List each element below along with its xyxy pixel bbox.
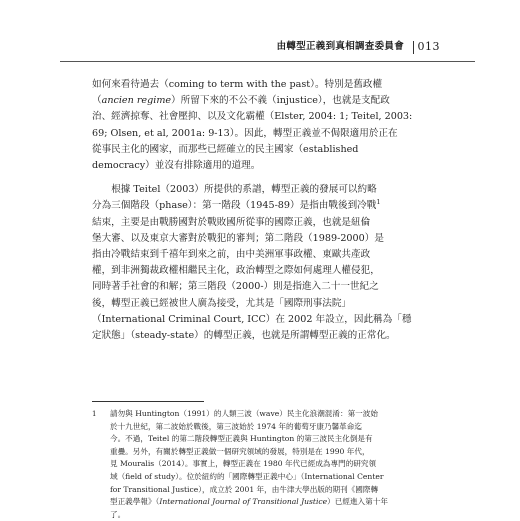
paragraph-line-text: 分為三個階段（phase）：第一階段（1945-89）是指由戰後到冷戰 [92,200,377,212]
footnote-line: 見 Mouralis（2014）。事實上，轉型正義在 1980 年代已經成為專門的研究領 [110,459,377,469]
paragraph-line: 69; Olsen, et al, 2001a: 9-13）。因此，轉型正義並不侷限適用於正在 [92,127,398,139]
footnote-1 [92,408,464,521]
italic-term: International Journal of Transitional Justice [159,497,328,507]
paragraph-line: （International Criminal Court, ICC）在 2002 年設立，因此稱為「穩 [92,313,412,325]
footnote-body [110,408,464,521]
italic-term: ancien regime [101,95,172,107]
footnote-line: 今。不過，Teitel 的第二階段轉型正義與 Huntington 的第三波民主化倒是有 [110,434,373,444]
footnote-line: 請勿與 Huntington（1991）的人類三波（wave）民主化浪潮混淆：第一波始 [110,409,378,418]
paragraph-line: 後，轉型正義已經被世人廣為接受，尤其是「國際刑事法院」 [92,297,352,309]
paragraph-line: 如何來看待過去（coming to term with the past）。特別是舊政權 [92,79,383,90]
paragraph-line: 從事民主化的國家，而那些已經確立的民主國家（established [92,143,359,155]
footnote-line: 重疊。另外，有關於轉型正義做一個研究領域的發展，特別是在 1990 年代， [110,446,370,456]
running-header [0,40,472,56]
body-text [92,77,464,344]
footnote-rule [92,401,204,402]
footnote-line: 於十九世紀，第二波始於戰後，第三波始於 1974 年的葡萄牙康乃馨革命迄 [110,421,362,431]
footnote-line: 了。 [110,509,126,519]
header-rule [60,61,475,62]
paragraph-line: 權，到非洲獨裁政權相繼民主化，政治轉型之際如何處理人權侵犯， [92,265,380,277]
paragraph-line: 堡大審、以及東京大審對於戰犯的審判；第二階段（1989-2000）是 [92,232,384,244]
running-header-title: 由轉型正義到真相調查委員會 [276,41,404,52]
paragraph-line: （ancien regime）所留下來的不公不義（injustice），也就是支配政 [92,95,390,107]
paragraph-2 [92,182,464,344]
paragraph-line: 結束，主要是由戰勝國對於戰敗國所從事的國際正義，也就是紐倫 [92,216,371,228]
paragraph-line: 指由冷戰結束到千禧年到來之前，由中美洲軍事政權、東歐共產政 [92,249,371,261]
paragraph-1 [92,77,464,174]
paragraph-line: democracy）並沒有排除適用的道理。 [92,160,261,172]
footnote-line: 型正義學報》（International Journal of Transitional Justice）已經進入第十年 [110,497,388,507]
footnote-line: 域（field of study）。位於紐約的「國際轉型正義中心」（International Center [110,471,384,481]
header-separator [413,41,414,54]
footnote-marker[interactable]: 1 [376,198,381,207]
footnote-line: for Transitional Justice），成立於 2001 年，由牛津大學出版的期刊《國際轉 [110,484,379,494]
footnote-number: 1 [92,410,97,418]
paragraph-line: 根據 Teitel（2003）所提供的系譜，轉型正義的發展可以約略 [111,184,377,196]
paragraph-line: 治、經濟掠奪、社會壓抑、以及文化霸權（Elster, 2004: 1; Teitel, 2003: [92,111,413,123]
page-number: 013 [417,40,440,53]
paragraph-line [92,198,464,214]
paragraph-line: 定狀態」（steady-state）的轉型正義，也就是所謂轉型正義的正常化。 [92,330,396,342]
paragraph-line: 同時著手社會的和解；第三階段（2000-）則是指進入二十一世紀之 [92,281,379,293]
